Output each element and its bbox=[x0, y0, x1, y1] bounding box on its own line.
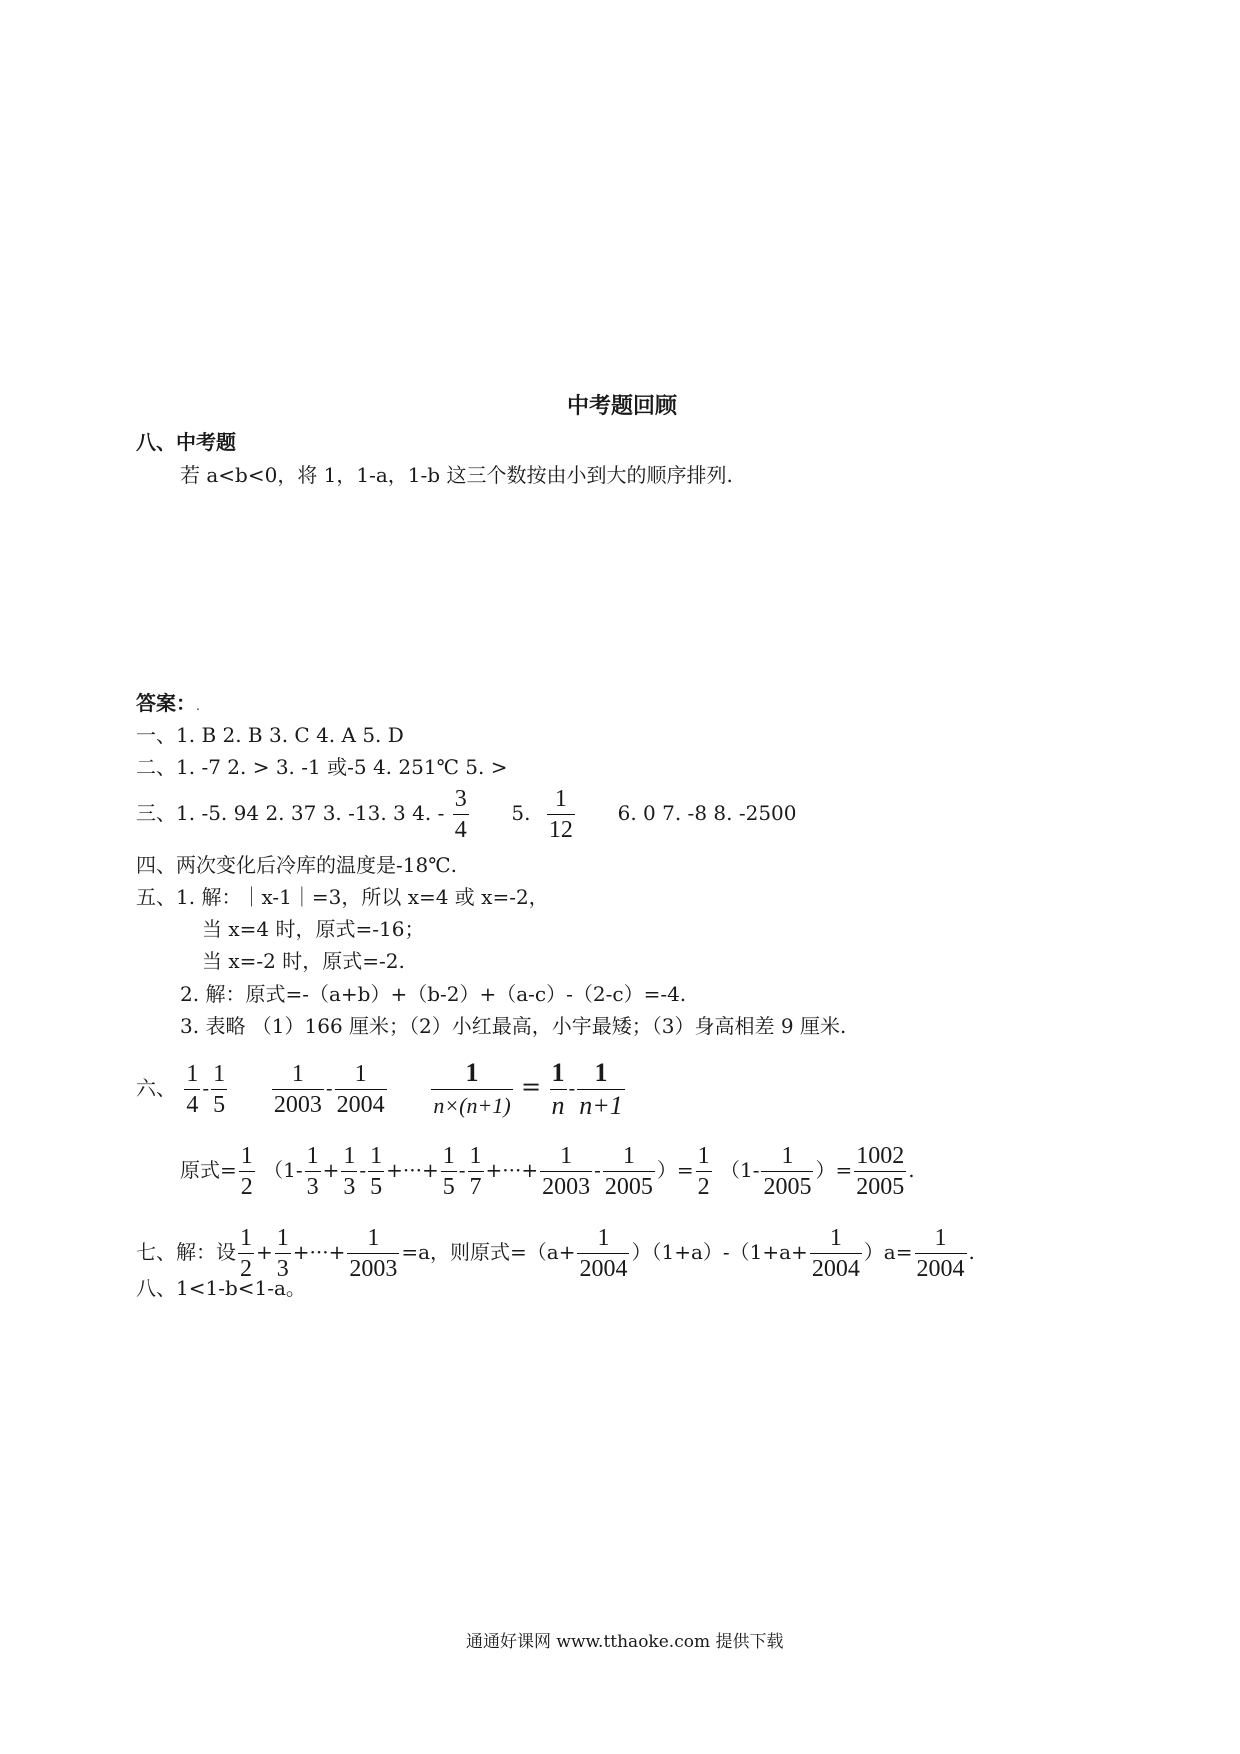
fraction-1-2004 bbox=[915, 1225, 967, 1282]
fraction-numerator: 1 bbox=[240, 1143, 253, 1169]
fraction-1-n bbox=[550, 1059, 567, 1120]
fraction-1-2003 bbox=[272, 1061, 324, 1118]
ellipsis-plus: +···+ bbox=[292, 1240, 346, 1264]
fraction-1-2003 bbox=[347, 1225, 399, 1282]
fraction-numerator: 1 bbox=[934, 1225, 947, 1251]
fraction-denominator: 7 bbox=[468, 1171, 484, 1200]
answers-heading-row bbox=[136, 691, 200, 718]
fraction-denominator: 3 bbox=[341, 1171, 357, 1200]
ellipsis-plus: +···+ bbox=[386, 1158, 439, 1182]
minus-sign: - bbox=[202, 1076, 210, 1100]
plus-sign: + bbox=[256, 1240, 273, 1264]
period: . bbox=[968, 1240, 975, 1264]
fraction-numerator: 3 bbox=[454, 786, 467, 812]
fraction-denominator: 2003 bbox=[347, 1253, 399, 1282]
minus-sign: - bbox=[458, 1158, 466, 1182]
fraction-numerator: 1 bbox=[560, 1143, 573, 1169]
answer-q5-line4: 2. 解：原式=-（a+b）+（b-2）+（a-c）-（2-c）=-4. bbox=[180, 982, 687, 1006]
fraction-numerator: 1 bbox=[781, 1143, 794, 1169]
period: . bbox=[908, 1158, 915, 1182]
fraction-1-5 bbox=[211, 1061, 227, 1118]
answers-heading-tail: . bbox=[196, 699, 200, 713]
fraction-numerator: 1 bbox=[551, 1058, 565, 1087]
page-footer: 通通好课网 www.tthaoke.com 提供下载 bbox=[466, 1632, 784, 1652]
fraction-denominator: n×(n+1) bbox=[431, 1089, 512, 1120]
fraction-1-2004 bbox=[577, 1225, 629, 1282]
fraction-1-7 bbox=[468, 1143, 484, 1200]
fraction-1-2 bbox=[238, 1225, 254, 1282]
fraction-numerator: 1 bbox=[829, 1225, 842, 1251]
fraction-numerator: 1 bbox=[213, 1061, 226, 1087]
fraction-numerator: 1 bbox=[597, 1225, 610, 1251]
fraction-numerator: 1002 bbox=[856, 1143, 905, 1169]
fraction-denominator: 2005 bbox=[761, 1171, 813, 1200]
fraction-denominator: 4 bbox=[184, 1089, 200, 1118]
answer-q6-label: 六、 bbox=[136, 1076, 176, 1100]
fraction-3-4 bbox=[453, 786, 469, 843]
fraction-denominator: n bbox=[551, 1091, 565, 1120]
answer-q7-tail: ）a= bbox=[863, 1240, 913, 1264]
answer-q3-pre: 三、1. -5. 94 2. 37 3. -13. 3 4. - bbox=[136, 801, 445, 825]
fraction-numerator: 1 bbox=[186, 1061, 199, 1087]
fraction-denominator: n+1 bbox=[579, 1091, 623, 1120]
fraction-1-3 bbox=[341, 1143, 357, 1200]
answer-q5-line5: 3. 表略 （1）166 厘米；（2）小红最高，小宇最矮；（3）身高相差 9 厘米. bbox=[180, 1014, 847, 1038]
answer-q8: 八、1<1-b<1-a。 bbox=[136, 1276, 306, 1300]
paren-open: （1- bbox=[719, 1158, 760, 1182]
answer-q6-line1 bbox=[136, 1059, 627, 1120]
fraction-1-4 bbox=[184, 1061, 200, 1118]
fraction-numerator: 1 bbox=[343, 1143, 356, 1169]
fraction-1-2003 bbox=[540, 1143, 592, 1200]
paren-close: ） bbox=[815, 1158, 836, 1182]
answer-q3-mid: 5. bbox=[511, 801, 531, 825]
fraction-denominator: 2004 bbox=[577, 1253, 629, 1282]
orig-label: 原式= bbox=[180, 1158, 237, 1182]
fraction-denominator: 2004 bbox=[810, 1253, 862, 1282]
answer-q7-eq-a: =a，则原式=（a+ bbox=[401, 1240, 576, 1264]
answer-q5-line2: 当 x=4 时，原式=-16； bbox=[202, 917, 425, 941]
fraction-denominator: 2 bbox=[238, 1253, 254, 1282]
equals-sign: = bbox=[521, 1073, 542, 1101]
fraction-1-2004 bbox=[335, 1061, 387, 1118]
answers-heading: 答案： bbox=[136, 691, 196, 715]
fraction-numerator: 1 bbox=[465, 1058, 479, 1087]
equals-sign: = bbox=[835, 1158, 853, 1182]
fraction-numerator: 1 bbox=[442, 1143, 455, 1169]
answer-q1: 一、1. B 2. B 3. C 4. A 5. D bbox=[136, 723, 404, 747]
fraction-denominator: 4 bbox=[453, 814, 469, 843]
minus-sign: - bbox=[594, 1158, 601, 1182]
fraction-numerator: 1 bbox=[622, 1143, 635, 1169]
minus-sign: - bbox=[359, 1158, 367, 1182]
fraction-1002-2005 bbox=[854, 1143, 906, 1200]
fraction-1-12 bbox=[547, 786, 575, 843]
section-heading: 八、中考题 bbox=[136, 430, 236, 454]
page-title: 中考题回顾 bbox=[567, 393, 678, 419]
fraction-numerator: 1 bbox=[554, 786, 567, 812]
fraction-1-n-n1 bbox=[431, 1059, 512, 1120]
answer-q7-label: 七、解：设 bbox=[136, 1240, 236, 1264]
answer-q2: 二、1. -7 2. > 3. -1 或-5 4. 251℃ 5. > bbox=[136, 755, 508, 779]
fraction-1-2 bbox=[696, 1143, 712, 1200]
fraction-1-2005 bbox=[603, 1143, 655, 1200]
fraction-denominator: 5 bbox=[368, 1171, 384, 1200]
fraction-1-3 bbox=[305, 1143, 321, 1200]
fraction-numerator: 1 bbox=[469, 1143, 482, 1169]
fraction-numerator: 1 bbox=[276, 1225, 289, 1251]
answer-q3 bbox=[136, 786, 797, 843]
fraction-denominator: 5 bbox=[441, 1171, 457, 1200]
answer-q3-post: 6. 0 7. -8 8. -2500 bbox=[617, 801, 797, 825]
fraction-numerator: 1 bbox=[367, 1225, 380, 1251]
fraction-denominator: 2004 bbox=[335, 1089, 387, 1118]
fraction-1-5 bbox=[368, 1143, 384, 1200]
fraction-1-n-plus-1 bbox=[577, 1059, 625, 1120]
fraction-numerator: 1 bbox=[697, 1143, 710, 1169]
fraction-denominator: 2005 bbox=[854, 1171, 906, 1200]
minus-sign: - bbox=[325, 1076, 333, 1100]
answer-q5-line3: 当 x=-2 时，原式=-2. bbox=[202, 949, 405, 973]
answer-q5-line1: 五、1. 解：｜x-1｜=3，所以 x=4 或 x=-2， bbox=[136, 885, 549, 909]
fraction-denominator: 2003 bbox=[540, 1171, 592, 1200]
answer-q7 bbox=[136, 1225, 975, 1282]
minus-sign: - bbox=[568, 1076, 576, 1100]
fraction-denominator: 3 bbox=[275, 1253, 291, 1282]
plus-sign: + bbox=[322, 1158, 340, 1182]
answer-q6-line2 bbox=[180, 1143, 915, 1200]
fraction-1-2 bbox=[239, 1143, 255, 1200]
fraction-denominator: 12 bbox=[547, 814, 575, 843]
equals-sign: = bbox=[676, 1158, 694, 1182]
fraction-denominator: 2003 bbox=[272, 1089, 324, 1118]
ellipsis-plus: +···+ bbox=[485, 1158, 539, 1182]
question-text: 若 a<b<0，将 1，1-a，1-b 这三个数按由小到大的顺序排列. bbox=[180, 463, 733, 487]
fraction-numerator: 1 bbox=[240, 1225, 252, 1251]
fraction-denominator: 2004 bbox=[915, 1253, 967, 1282]
fraction-denominator: 2 bbox=[696, 1171, 712, 1200]
fraction-numerator: 1 bbox=[291, 1061, 304, 1087]
fraction-denominator: 2005 bbox=[603, 1171, 655, 1200]
answer-q4: 四、两次变化后冷库的温度是-18℃. bbox=[136, 853, 457, 877]
fraction-1-2004 bbox=[810, 1225, 862, 1282]
fraction-1-2005 bbox=[761, 1143, 813, 1200]
paren-close: ） bbox=[656, 1158, 677, 1182]
fraction-numerator: 1 bbox=[354, 1061, 367, 1087]
answer-q7-mid: ）（1+a）-（1+a+ bbox=[631, 1240, 808, 1264]
fraction-1-5 bbox=[441, 1143, 457, 1200]
fraction-numerator: 1 bbox=[370, 1143, 383, 1169]
fraction-numerator: 1 bbox=[594, 1058, 608, 1087]
fraction-1-3 bbox=[275, 1225, 291, 1282]
fraction-denominator: 3 bbox=[305, 1171, 321, 1200]
fraction-denominator: 2 bbox=[239, 1171, 255, 1200]
fraction-numerator: 1 bbox=[306, 1143, 319, 1169]
fraction-denominator: 5 bbox=[211, 1089, 227, 1118]
paren-open: （1- bbox=[263, 1158, 303, 1182]
